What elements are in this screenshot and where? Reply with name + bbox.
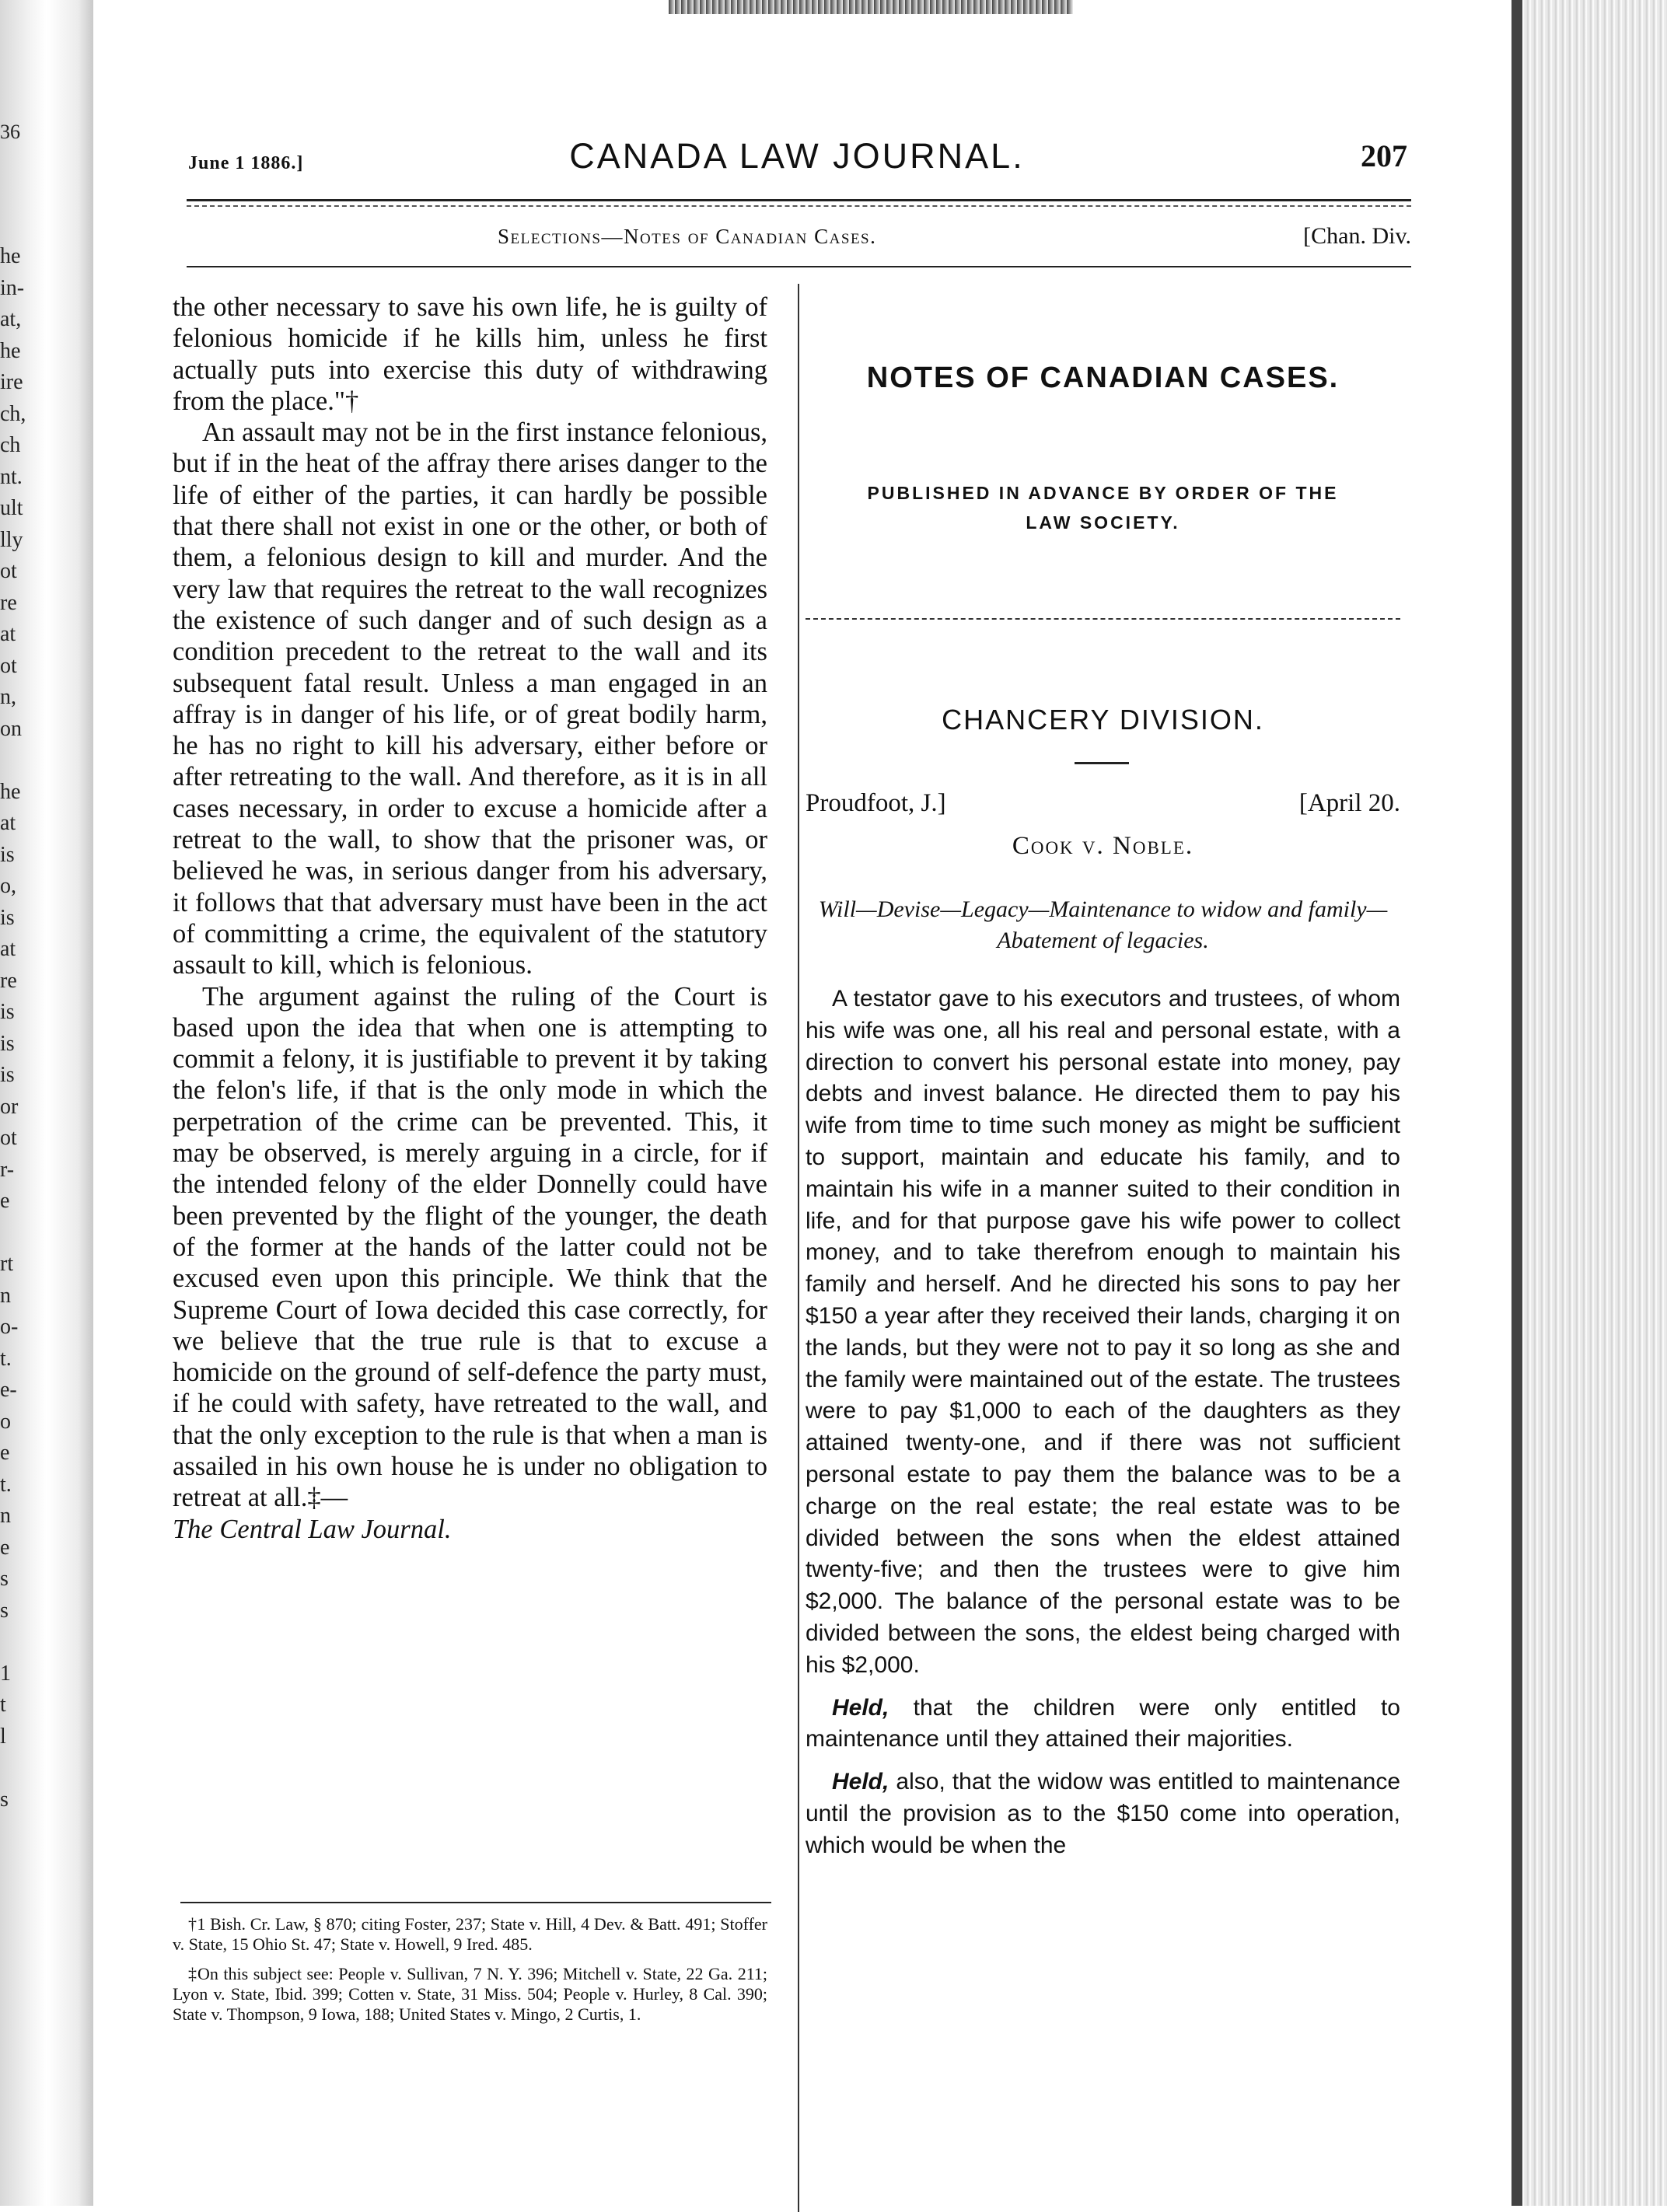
facing-page-fragment: is	[0, 1031, 15, 1056]
facing-page-fragment: s	[0, 1567, 9, 1591]
facing-page-fragment: rt	[0, 1252, 14, 1276]
right-page-edge	[1511, 0, 1667, 2206]
facing-page-fragment: is	[0, 1000, 15, 1024]
facing-page-fragment: at,	[0, 307, 22, 331]
running-head	[187, 136, 1407, 183]
facing-page-fragment: at	[0, 622, 16, 646]
holding-text: that the children were only entitled to maintenance until they attained their majorities.	[806, 1694, 1400, 1752]
facing-page-fragment: e	[0, 1441, 10, 1465]
top-scan-strip	[669, 0, 1073, 14]
facing-page-fragment: o,	[0, 874, 16, 898]
case-name: Cook v. Noble.	[1012, 832, 1194, 860]
facing-page-fragments	[0, 241, 26, 1815]
holding-text: also, that the widow was entitled to maintenance until the provision as to the $150 come into operation, which would be when the	[806, 1769, 1400, 1858]
facing-page-fragment: nt.	[0, 464, 23, 489]
division-label: [Chan. Div.	[1303, 223, 1411, 249]
division-heading: CHANCERY DIVISION.	[942, 704, 1264, 736]
notes-heading: NOTES OF CANADIAN CASES.	[866, 362, 1340, 394]
paragraph: The argument against the ruling of the Court is based upon the idea that when one is attempting to commit a felony, it is justifiable to prevent it by taking the felon's life, if that is the only mode in which the perpetration of the crime can be prevented. This, it may be observed, is merely arguing in a circle, for if the intended felony of the elder Donnelly could have been prevented by the flight of the younger, the death of the former at the hands of the latter could not be excused even upon this principle. We think that the Supreme Court of Iowa decided this case correctly, for we believe that the true rule is that to excuse a homicide on the ground of self-defence the party must, if he could with safety, have retreated to the wall, and that the only exception to the rule is that when a man is assailed in his own house he is under no obligation to retreat at all.‡—	[173, 981, 767, 1513]
decision-date: [April 20.	[1298, 789, 1400, 817]
facing-page-fragment: s	[0, 1787, 9, 1812]
facing-page-fragment: ot	[0, 1126, 17, 1150]
issue-date: June 1 1886.]	[188, 153, 304, 173]
facing-page-fragment: e	[0, 1189, 10, 1213]
facing-page-fragment: ult	[0, 496, 23, 520]
case-facts: A testator gave to his executors and trustees, of whom his wife was one, all his real and personal estate, with a direction to convert his personal estate into money, pay debts and invest balance. He directed them to pay his wife from time to time such money as might be sufficient to support, maintain and educate his family, and to maintain his wife in a manner suited to their condition in life, and for that purpose gave his wife power to collect money, and to take therefrom enough to maintain his family and herself. And he directed his sons to pay her $150 a year after they received their lands, charging it on the lands, but they were not to pay it so long as she and the family were maintained out of the estate. The trustees were to pay $1,000 to each of the daughters as they attained twenty-one, and if there was not sufficient personal estate to pay them the balance was to be a charge on the real estate; the real estate was to be divided between the sons when the eldest attained twenty-five; and then the trustees were to give him $2,000. The balance of the personal estate was to be divided between the sons, the eldest being charged with his $2,000.	[806, 986, 1400, 1678]
facing-page-fragment: s	[0, 1598, 9, 1623]
facing-page-fragment: ch	[0, 433, 21, 457]
section-rule	[187, 266, 1411, 267]
facing-page-fragment: r-	[0, 1157, 15, 1182]
facing-page-fragment: e-	[0, 1378, 17, 1402]
divider-rule	[806, 618, 1400, 620]
facing-page-fragment: he	[0, 338, 21, 363]
facing-page-fragment: n,	[0, 685, 16, 709]
facing-page-fragment: 1	[0, 1661, 11, 1686]
section-title: Selections—Notes of Canadian Cases.	[498, 225, 877, 248]
facing-page-fragment: ot	[0, 559, 17, 583]
header-rule-dashed	[187, 205, 1411, 207]
paragraph: the other necessary to save his own life, he is guilty of felonious homicide if he kills him, unless he first actually puts into exercise this duty of withdrawing from the place."†	[173, 292, 767, 416]
published-line: PUBLISHED IN ADVANCE BY ORDER OF THE	[867, 483, 1339, 503]
facing-page-fragment	[0, 1752, 26, 1784]
footnote: †1 Bish. Cr. Law, § 870; citing Foster, 237; State v. Hill, 4 Dev. & Batt. 491; Stoffer v. State, 15 Ohio St. 47; State v. Howell, 9 Ired. 485.	[173, 1914, 767, 1954]
facing-page-fragment: is	[0, 1063, 15, 1087]
page-number: 207	[1361, 138, 1407, 173]
facing-page-fragment: ch,	[0, 401, 26, 426]
column-divider	[798, 284, 799, 2212]
facing-page-number: 36	[0, 121, 20, 143]
facing-page-fragment: or	[0, 1094, 19, 1119]
held-label: Held,	[832, 1694, 889, 1721]
facing-page-fragment: t	[0, 1693, 6, 1717]
judge: Proudfoot, J.]	[806, 789, 946, 817]
facing-page-fragment: e	[0, 1535, 10, 1560]
facing-page-fragment: t.	[0, 1346, 12, 1371]
footnote: ‡On this subject see: People v. Sullivan, 7 N. Y. 396; Mitchell v. State, 22 Ga. 211; Lyon v. State, Ibid. 399; Cotten v. State, 31 Miss. 504; People v. Hurley, 8 Cal. 390; State v. Thompson, 9 Iowa, 188; United States v. Mingo, 2 Curtis, 1.	[173, 1964, 767, 2024]
facing-page-fragment: l	[0, 1724, 6, 1749]
facing-page-fragment: re	[0, 968, 17, 993]
catchwords: Will—Devise—Legacy—Maintenance to widow and family—Abatement of legacies.	[818, 896, 1388, 953]
facing-page-fragment: ire	[0, 370, 23, 394]
facing-page-fragment: re	[0, 590, 17, 615]
facing-page-fragment: ot	[0, 653, 17, 678]
facing-page-fragment: in-	[0, 275, 25, 300]
facing-page-fragment: o-	[0, 1315, 19, 1339]
section-line	[187, 222, 1411, 253]
footnotes	[173, 1914, 767, 2034]
holding	[806, 1693, 1400, 1756]
facing-page-fragment: at	[0, 811, 16, 835]
facing-page-fragment: on	[0, 716, 22, 741]
facing-page-fragment: o	[0, 1409, 11, 1434]
held-label: Held,	[832, 1769, 889, 1795]
facing-page-fragment	[0, 745, 26, 777]
facing-page-fragment: at	[0, 937, 16, 961]
facing-page-fragment	[0, 1627, 26, 1658]
facing-page-fragment: n	[0, 1504, 11, 1528]
left-column	[173, 292, 767, 1545]
holding	[806, 1766, 1400, 1861]
published-notice	[806, 478, 1400, 537]
facing-page-fragment: lly	[0, 527, 23, 552]
footnote-rule	[180, 1902, 771, 1903]
facing-page-fragment: is	[0, 905, 15, 930]
facing-page-fragment: is	[0, 842, 15, 867]
facing-page-fragment	[0, 1218, 26, 1249]
published-line: LAW SOCIETY.	[1026, 512, 1180, 533]
facing-page-fragment: he	[0, 779, 21, 804]
header-rule	[187, 199, 1411, 201]
facing-page-fragment: n	[0, 1283, 11, 1308]
paragraph: An assault may not be in the first instance felonious, but if in the heat of the affray there arises danger to the life of either of the parties, it can hardly be possible that there shall not exist in one or the other, or both of them, a felonious design to kill and murder. And the very law that requires the retreat to the wall recognizes the existence of such danger and of such design as a condition precedent to the retreat to the wall and its subsequent fatal result. Unless a man engaged in an affray is in danger of his life, or of great bodily harm, he has no right to kill his adversary, either before or after retreating to the wall. And therefore, as it is in all cases necessary, in order to excuse a homicide after a retreat to the wall, to show that the prisoner was, or believed he was, in serious danger from his adversary, it follows that that adversary must have been in the act of committing a crime, the equivalent of the statutory assault to kill, which is felonious.	[173, 418, 767, 980]
facing-page-fragment: he	[0, 244, 21, 268]
journal-title: CANADA LAW JOURNAL.	[569, 136, 1025, 176]
source-citation: The Central Law Journal.	[173, 1514, 452, 1544]
facing-page-fragment: t.	[0, 1472, 12, 1497]
short-rule	[1075, 762, 1129, 764]
case-body	[806, 984, 1400, 1873]
